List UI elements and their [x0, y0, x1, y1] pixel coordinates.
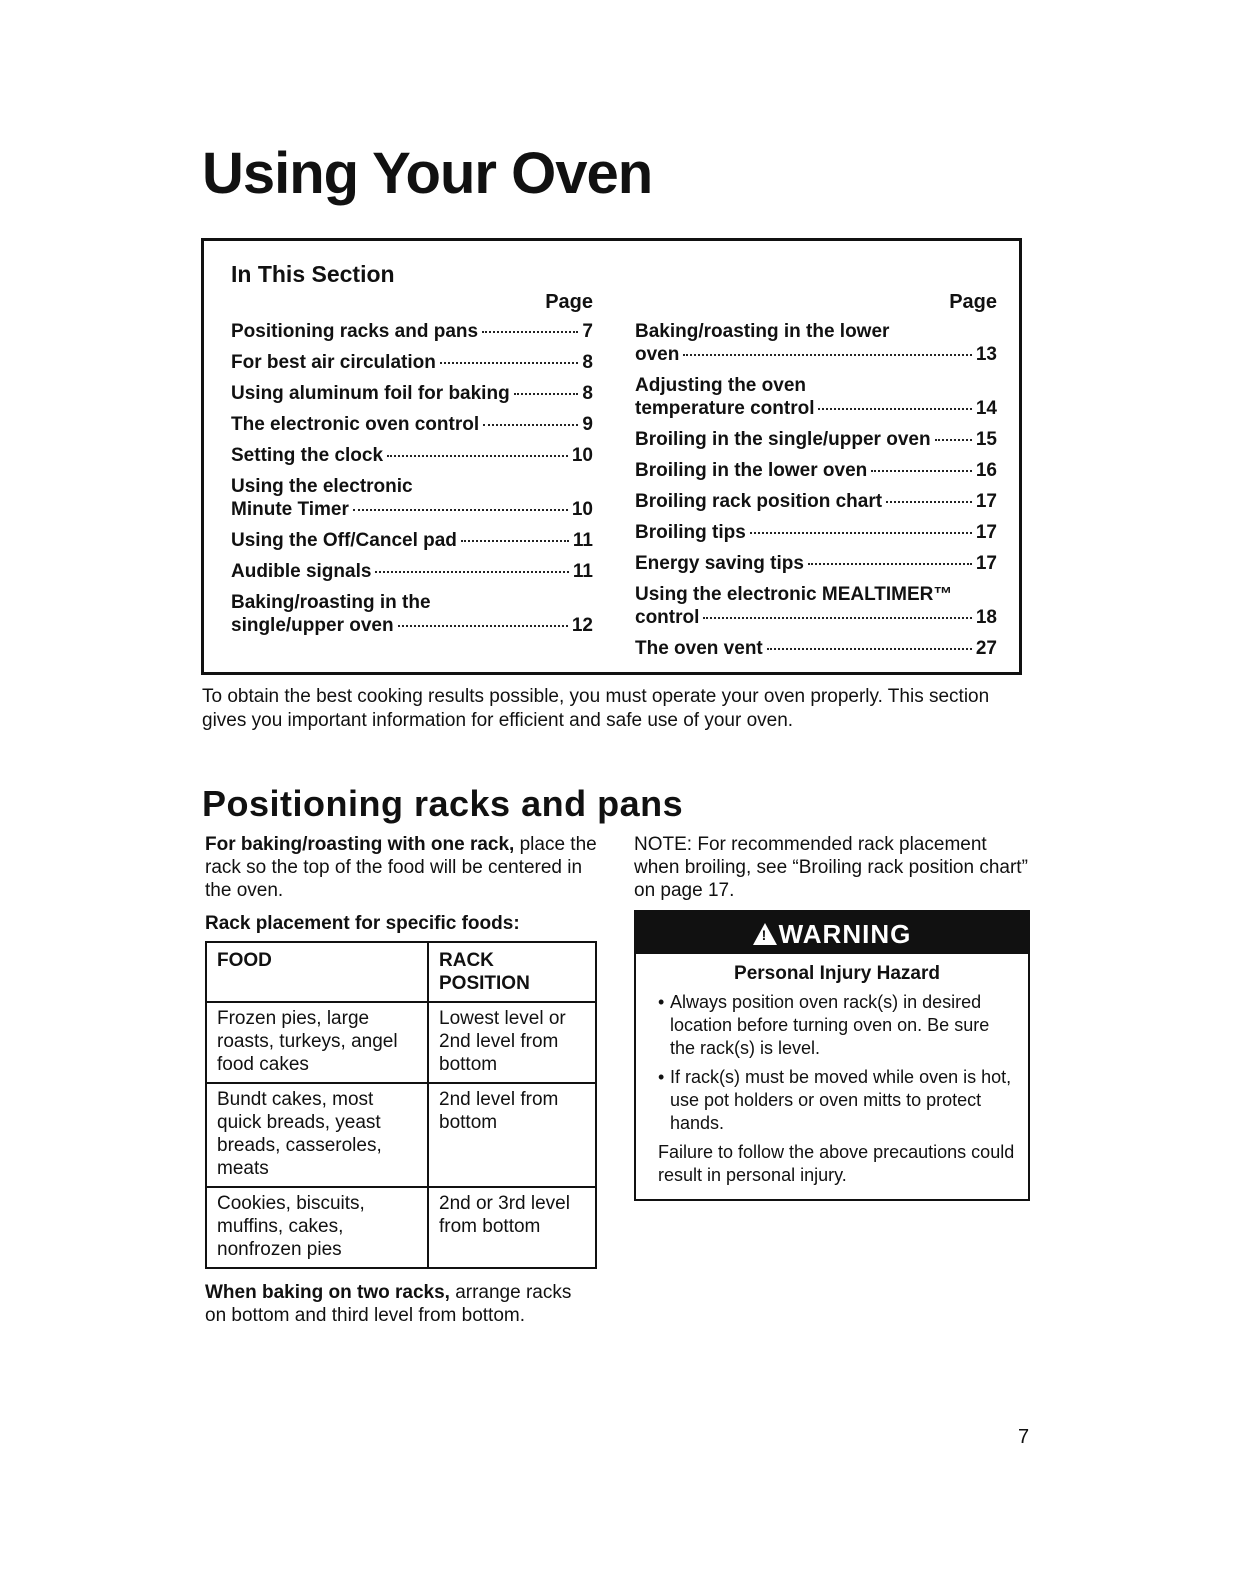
toc-heading: In This Section	[231, 261, 395, 287]
warning-footer: Failure to follow the above precautions could result in personal injury.	[658, 1142, 1015, 1185]
page-number: 7	[1018, 1426, 1030, 1448]
warning-banner	[636, 912, 1028, 954]
warning-title: WARNING	[778, 919, 912, 949]
toc-page-label: Page	[545, 291, 593, 313]
toc-entry: Positioning racks and pans 7	[231, 321, 593, 342]
intro-paragraph: To obtain the best cooking results possible, you must operate your oven properly. This section gives you important information for efficient and safe use of your oven.	[202, 686, 990, 731]
toc-entry: Using aluminum foil for baking 8	[231, 383, 593, 404]
toc-right-column	[635, 291, 997, 668]
left-column	[205, 833, 597, 1327]
toc-left-column	[231, 291, 593, 645]
right-column	[634, 833, 1034, 1201]
table-row	[206, 1002, 596, 1083]
toc-entry: Broiling rack position chart 17	[635, 491, 997, 512]
food-cell: Cookies, biscuits, muffins, cakes, nonfrozen pies	[206, 1187, 428, 1268]
food-cell: Frozen pies, large roasts, turkeys, angel food cakes	[206, 1002, 428, 1083]
food-cell: Bundt cakes, most quick breads, yeast breads, casseroles, meats	[206, 1083, 428, 1187]
table-heading: Rack placement for specific foods:	[205, 913, 520, 934]
table-row	[206, 1187, 596, 1268]
toc-entry: Broiling in the single/upper oven 15	[635, 429, 997, 450]
toc-entry: Broiling tips 17	[635, 522, 997, 543]
rack-position-cell: Lowest level or 2nd level from bottom	[428, 1002, 596, 1083]
warning-bullet: • If rack(s) must be moved while oven is hot, use pot holders or oven mitts to protect hands.	[658, 1067, 1012, 1133]
warning-subtitle: Personal Injury Hazard	[734, 963, 940, 984]
bullet-icon: •	[658, 992, 665, 1012]
toc-entry: For best air circulation 8	[231, 352, 593, 373]
one-rack-paragraph: For baking/roasting with one rack, place the rack so the top of the food will be centered in the oven.	[205, 834, 597, 901]
toc-entry: Adjusting the oven temperature control 14	[635, 375, 997, 419]
toc-entry: The oven vent 27	[635, 638, 997, 659]
toc-box	[201, 238, 1022, 675]
section-title: Positioning racks and pans	[202, 783, 684, 824]
toc-entry: Setting the clock 10	[231, 445, 593, 466]
toc-entry: Baking/roasting in the single/upper oven 12	[231, 592, 593, 636]
note-paragraph: NOTE: For recommended rack placement when broiling, see “Broiling rack position chart” on page 17.	[634, 834, 1028, 901]
warning-body	[636, 954, 1028, 1199]
toc-page-label: Page	[949, 291, 997, 313]
toc-entry: Audible signals 11	[231, 561, 593, 582]
toc-entry: Baking/roasting in the lower oven 13	[635, 321, 997, 365]
page-title: Using Your Oven	[202, 141, 653, 206]
toc-entry: Energy saving tips 17	[635, 553, 997, 574]
rack-position-cell: 2nd level from bottom	[428, 1083, 596, 1187]
warning-bullet: • Always position oven rack(s) in desired location before turning oven on. Be sure the rack(s) is level.	[658, 992, 990, 1058]
two-racks-paragraph: When baking on two racks, arrange racks on bottom and third level from bottom.	[205, 1282, 572, 1326]
toc-entry: Using the electronic Minute Timer 10	[231, 476, 593, 520]
toc-entry: Using the Off/Cancel pad 11	[231, 530, 593, 551]
column-header: FOOD	[206, 942, 428, 1002]
table-header-row	[206, 942, 596, 1002]
rack-placement-table	[205, 941, 597, 1269]
column-header: RACK POSITION	[428, 942, 596, 1002]
rack-position-cell: 2nd or 3rd level from bottom	[428, 1187, 596, 1268]
table-row	[206, 1083, 596, 1187]
toc-entry: Broiling in the lower oven 16	[635, 460, 997, 481]
toc-entry: The electronic oven control 9	[231, 414, 593, 435]
bullet-icon: •	[658, 1067, 665, 1087]
warning-box	[634, 910, 1030, 1201]
toc-entry: Using the electronic MEALTIMER™ control 18	[635, 584, 997, 628]
warning-triangle-icon: !	[753, 923, 777, 945]
